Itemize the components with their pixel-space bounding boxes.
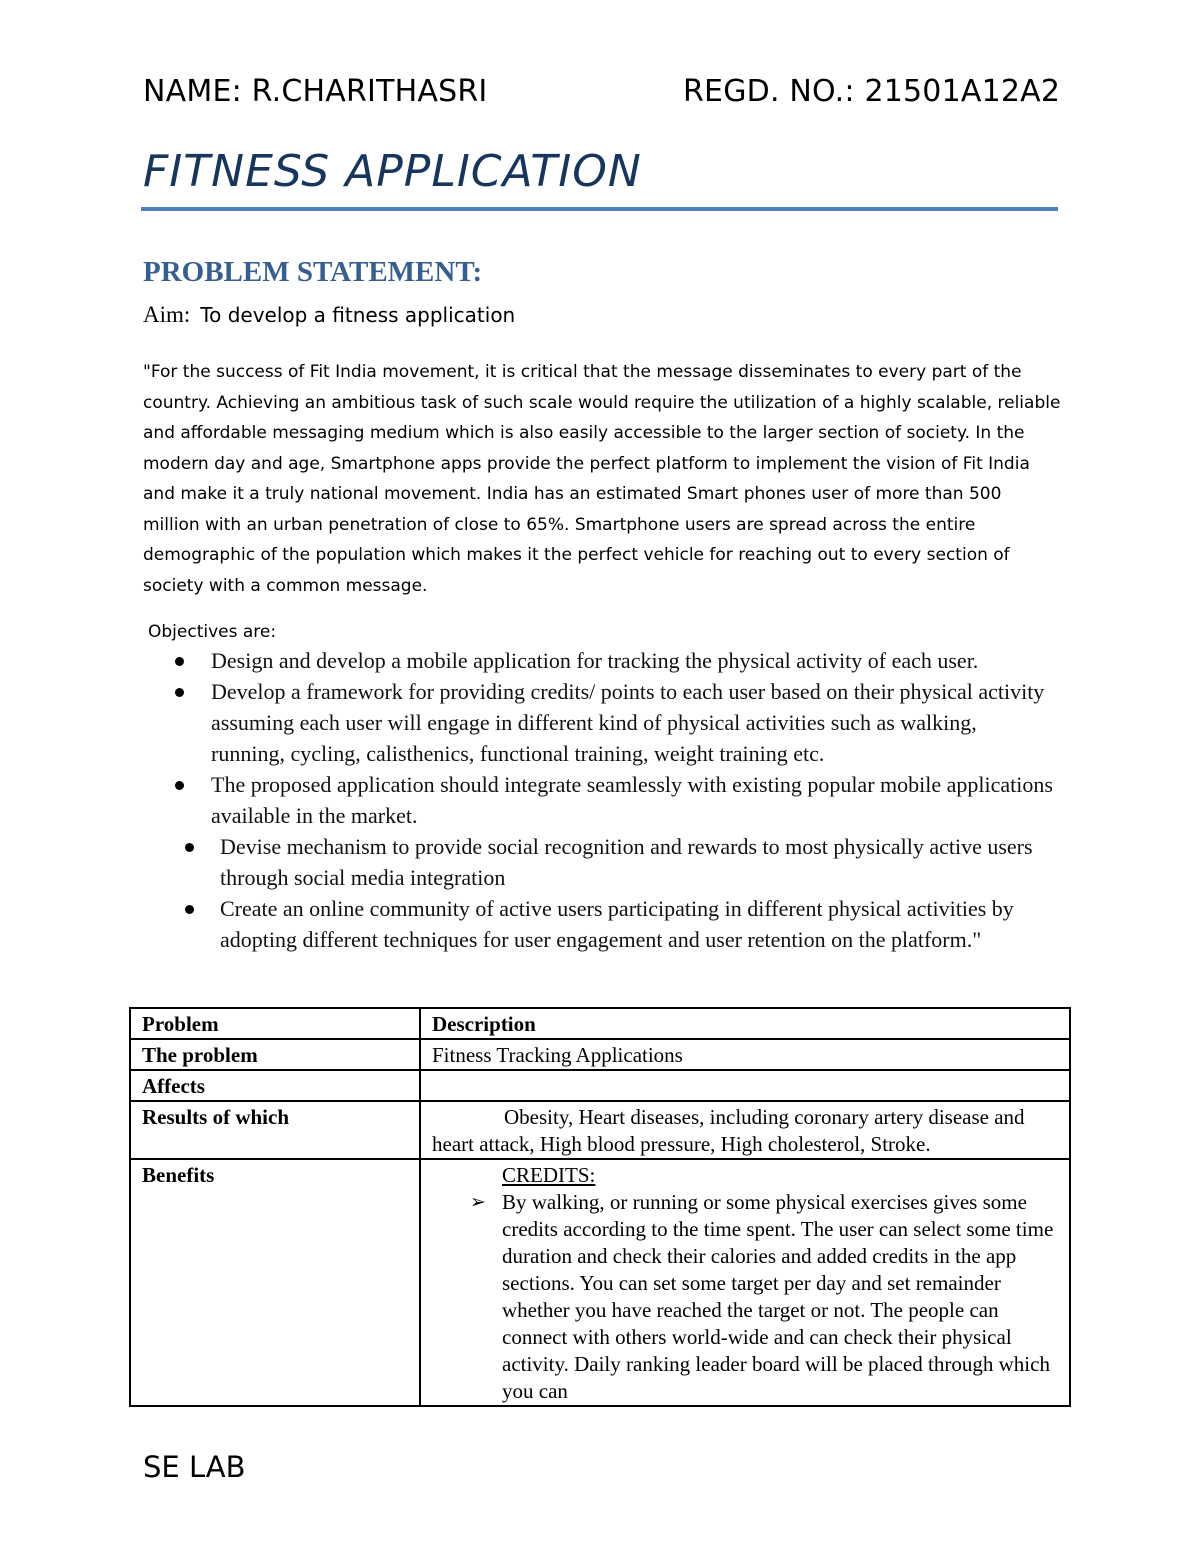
table-row xyxy=(130,1101,1070,1159)
credits-heading: CREDITS: xyxy=(502,1163,596,1187)
table-row xyxy=(130,1039,1070,1070)
bullet-icon xyxy=(175,781,184,790)
registration-number: REGD. NO.: 21501A12A2 xyxy=(683,74,1061,109)
list-item: Create an online community of active users participating in different physical activities by adopting different techniques for user engagement and user retention on the platform." xyxy=(143,893,1053,955)
bullet-icon xyxy=(185,843,194,852)
objectives-list xyxy=(143,645,1053,955)
arrow-bullet-icon: ➢ xyxy=(470,1191,486,1213)
table-row-label: The problem xyxy=(130,1039,420,1070)
table-row-label: Affects xyxy=(130,1070,420,1101)
list-item: Design and develop a mobile application for tracking the physical activity of each user. xyxy=(143,645,1053,676)
table-header-cell: Description xyxy=(420,1008,1070,1039)
list-item: Develop a framework for providing credits/ points to each user based on their physical activity assuming each user will engage in different kind of physical activities such as walking, running, cycling, calisthenics, functional training, weight training etc. xyxy=(143,676,1053,769)
bullet-icon xyxy=(185,905,194,914)
bullet-icon xyxy=(175,657,184,666)
title-underline xyxy=(141,207,1058,211)
section-heading: PROBLEM STATEMENT: xyxy=(143,256,483,288)
objectives-title: Objectives are: xyxy=(148,622,277,642)
bullet-icon xyxy=(175,688,184,697)
list-item: Devise mechanism to provide social recognition and rewards to most physically active users through social media integration xyxy=(143,831,1053,893)
table-row xyxy=(130,1070,1070,1101)
aim-text: To develop a fitness application xyxy=(200,303,516,327)
table-row-value: Fitness Tracking Applications xyxy=(420,1039,1070,1070)
table-row-label: Benefits xyxy=(130,1159,420,1406)
problem-paragraph: "For the success of Fit India movement, it is critical that the message disseminates to every part of the country. Achieving an ambitious task of such scale would require the utilization of a highly scalable, reliable and affordable messaging medium which is also easily accessible to the larger section of society. In the modern day and age, Smartphone apps provide the perfect platform to implement the vision of Fit India and make it a truly national movement. India has an estimated Smart phones user of more than 500 million with an urban penetration of close to 65%. Smartphone users are spread across the entire demographic of the population which makes it the perfect vehicle for reaching out to every section of society with a common message. xyxy=(143,362,1061,596)
document-title: FITNESS APPLICATION xyxy=(143,146,642,197)
table-row xyxy=(130,1159,1070,1406)
table-row-value xyxy=(420,1159,1070,1406)
page-footer: SE LAB xyxy=(143,1450,246,1484)
aim-line xyxy=(143,301,515,328)
table-row-label: Results of which xyxy=(130,1101,420,1159)
table-row-value xyxy=(420,1070,1070,1101)
table-header-cell: Problem xyxy=(130,1008,420,1039)
student-name: NAME: R.CHARITHASRI xyxy=(143,74,488,109)
list-item: The proposed application should integrate seamlessly with existing popular mobile applications available in the market. xyxy=(143,769,1053,831)
aim-label: Aim: xyxy=(143,302,191,327)
table-header-row xyxy=(130,1008,1070,1039)
table-row-value: Obesity, Heart diseases, including coronary artery disease and heart attack, High blood pressure, High cholesterol, Stroke. xyxy=(420,1101,1070,1159)
benefit-item: ➢ By walking, or running or some physical exercises gives some credits according to the time spent. The user can select some time duration and check their calories and added credits in the app sections. You can set some target per day and set remainder whether you have reached the target or not. The people can connect with others world-wide and can check their physical activity. Daily ranking leader board will be placed through which you can xyxy=(470,1190,1054,1403)
problem-description-table xyxy=(129,1007,1071,1407)
